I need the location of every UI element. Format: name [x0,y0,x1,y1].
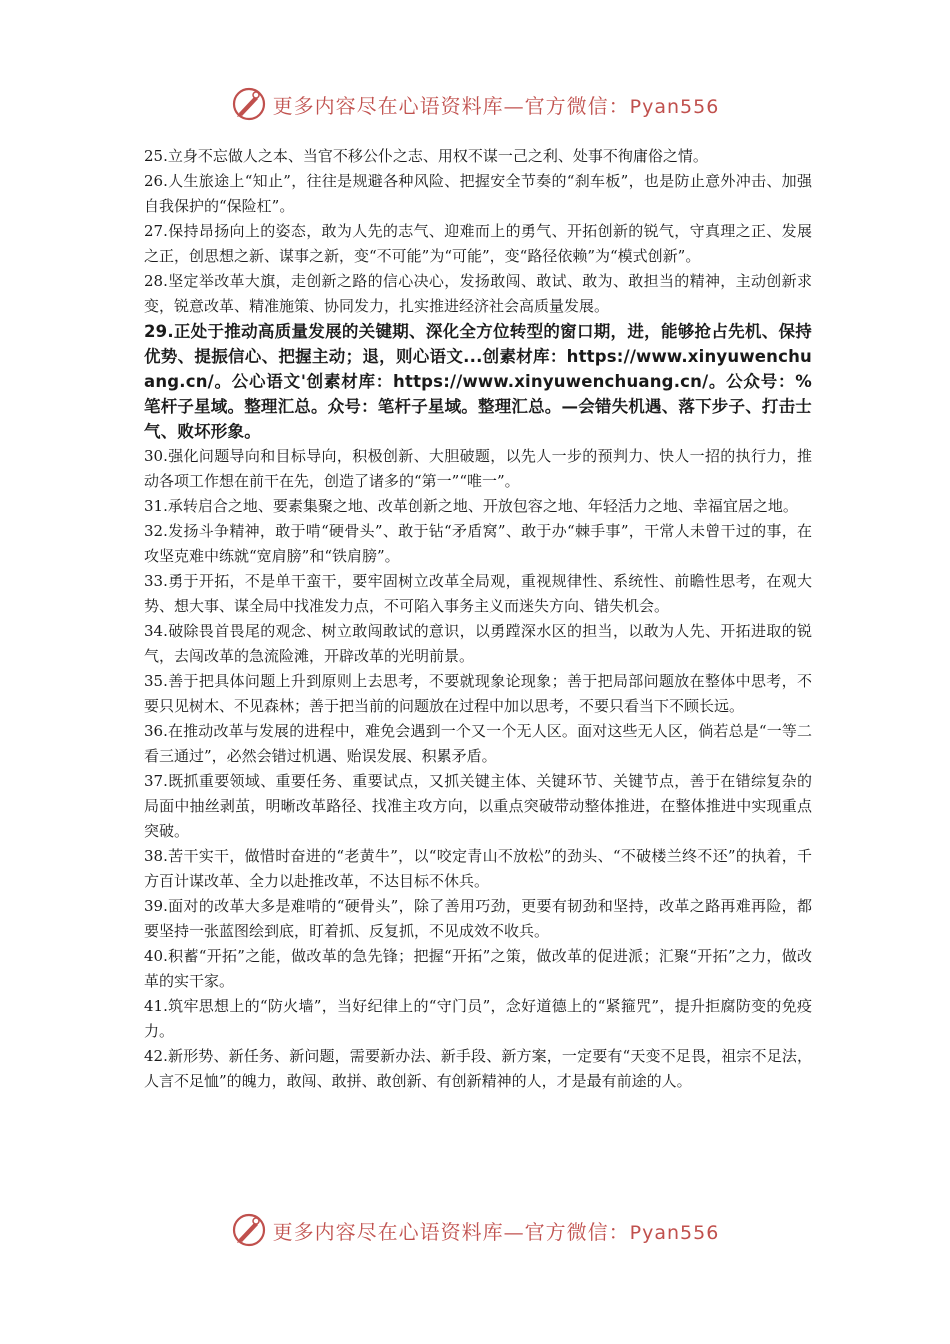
paragraph-28: 28.坚定举改革大旗，走创新之路的信心决心，发扬敢闯、敢试、敢为、敢担当的精神，主动创新求变，锐意改革、精准施策、协同发力，扎实推进经济社会高质量发展。 [144,272,812,315]
header-wechat-id: Pyan556 [629,95,720,118]
paragraph-30: 30.强化问题导向和目标导向，积极创新、大胆破题，以先人一步的预判力、快人一招的执行力，推动各项工作想在前干在先，创造了诸多的“第一”“唯一”。 [144,447,812,490]
paragraph-27: 27.保持昂扬向上的姿态，敢为人先的志气、迎难而上的勇气、开拓创新的锐气，守真理之正、发展之正，创思想之新、谋事之新，变“不可能”为“可能”，变“路径依赖”为“模式创新”。 [144,222,812,265]
paragraph-40: 40.积蓄“开拓”之能，做改革的急先锋；把握“开拓”之策，做改革的促进派；汇聚“开拓”之力，做改革的实干家。 [144,947,812,990]
paragraph-41: 41.筑牢思想上的“防火墙”，当好纪律上的“守门员”，念好道德上的“紧箍咒”，提升拒腐防变的免疫力。 [144,997,812,1040]
article-body [144,144,812,1094]
pen-logo-icon [231,86,267,122]
paragraph-29: 29.正处于推动高质量发展的关键期、深化全方位转型的窗口期，进，能够抢占先机、保持优势、提振信心、把握主动；退，则心语文...创素材库：https://www.xinyuwenchuang.cn/。公心语文'创素材库：https://www.xinyuwenchuang.cn/。公众号：%笔杆子星域。整理汇总。众号：笔杆子星域。整理汇总。—会错失机遇、落下步子、打击士气、败坏形象。 [144,322,812,441]
footer-slogan: 更多内容尽在心语资料库—官方微信：Pyan556 [272,1219,720,1244]
header-slogan: 更多内容尽在心语资料库—官方微信：Pyan556 [272,93,720,118]
paragraph-35: 35.善于把具体问题上升到原则上去思考，不要就现象论现象；善于把局部问题放在整体中思考，不要只见树木、不见森林；善于把当前的问题放在过程中加以思考，不要只看当下不顾长远。 [144,672,812,715]
paragraph-33: 33.勇于开拓，不是单干蛮干，要牢固树立改革全局观，重视规律性、系统性、前瞻性思考，在观大势、想大事、谋全局中找准发力点，不可陷入事务主义而迷失方向、错失机会。 [144,572,812,615]
paragraph-26: 26.人生旅途上“知止”，往往是规避各种风险、把握安全节奏的“刹车板”，也是防止意外冲击、加强自我保护的“保险杠”。 [144,172,812,215]
paragraph-31: 31.承转启合之地、要素集聚之地、改革创新之地、开放包容之地、年轻活力之地、幸福宜居之地。 [144,497,798,515]
paragraph-37: 37.既抓重要领域、重要任务、重要试点，又抓关键主体、关键环节、关键节点，善于在错综复杂的局面中抽丝剥茧，明晰改革路径、找准主攻方向，以重点突破带动整体推进，在整体推进中实现重点突破。 [144,772,812,840]
paragraph-32: 32.发扬斗争精神，敢于啃“硬骨头”、敢于钻“矛盾窝”、敢于办“棘手事”，干常人未曾干过的事，在攻坚克难中练就“宽肩膀”和“铁肩膀”。 [144,522,812,565]
paragraph-36: 36.在推动改革与发展的进程中，难免会遇到一个又一个无人区。面对这些无人区，倘若总是“一等二看三通过”，必然会错过机遇、贻误发展、积累矛盾。 [144,722,812,765]
pen-logo-icon [231,1212,267,1248]
footer-banner [0,1208,950,1252]
paragraph-25: 25.立身不忘做人之本、当官不移公仆之志、用权不谋一己之利、处事不徇庸俗之情。 [144,147,708,165]
paragraph-39: 39.面对的改革大多是难啃的“硬骨头”，除了善用巧劲，更要有韧劲和坚持，改革之路再难再险，都要坚持一张蓝图绘到底，盯着抓、反复抓，不见成效不收兵。 [144,897,812,940]
paragraph-38: 38.苦干实干，做惜时奋进的“老黄牛”，以“咬定青山不放松”的劲头、“不破楼兰终不还”的执着，千方百计谋改革、全力以赴推改革，不达目标不休兵。 [144,847,812,890]
paragraph-42: 42.新形势、新任务、新问题，需要新办法、新手段、新方案，一定要有“天变不足畏，祖宗不足法，人言不足恤”的魄力，敢闯、敢拼、敢创新、有创新精神的人，才是最有前途的人。 [144,1047,812,1090]
footer-wechat-id: Pyan556 [629,1221,720,1244]
paragraph-34: 34.破除畏首畏尾的观念、树立敢闯敢试的意识，以勇蹚深水区的担当，以敢为人先、开拓进取的锐气，去闯改革的急流险滩，开辟改革的光明前景。 [144,622,812,665]
header-banner [0,82,950,126]
